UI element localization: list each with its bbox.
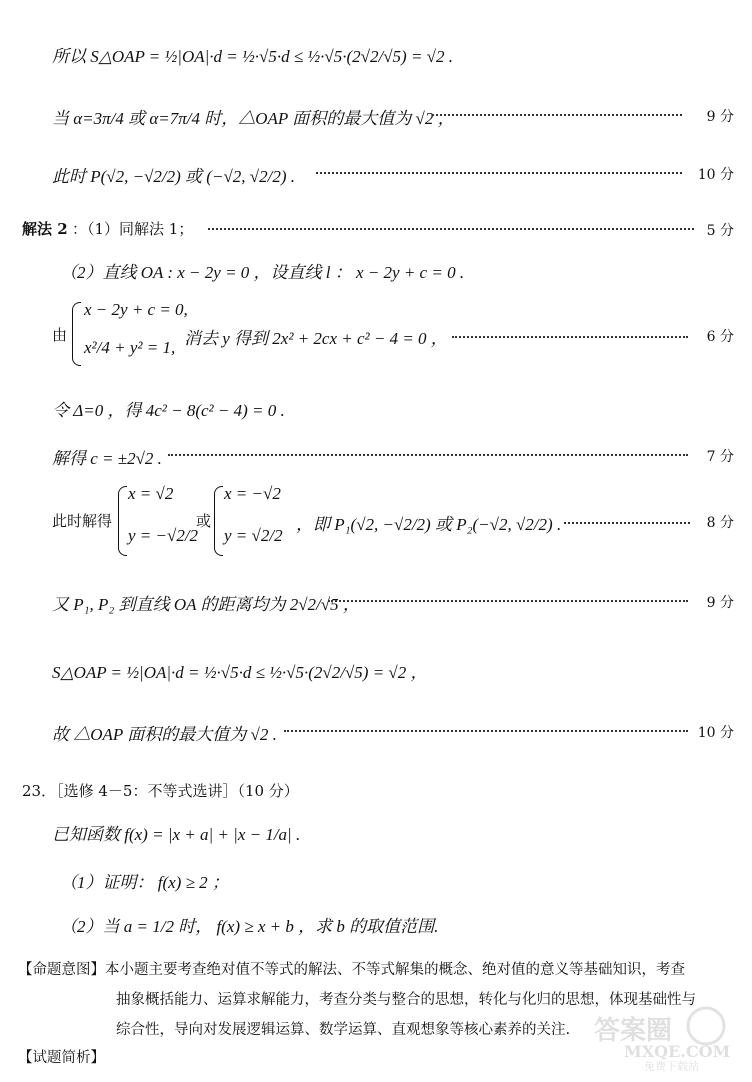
left-brace (118, 486, 127, 556)
score-label: 10 分 (697, 725, 734, 741)
area-inequality-2: S△OAP = ½|OA|·d = ½·√5·d ≤ ½·√5·(2√2/√5) = √2 ， (52, 663, 428, 682)
solve-prefix: 此时解得 (52, 512, 113, 530)
system-eq-1: x − 2y + c = 0, (84, 300, 188, 319)
area-inequality-1: 所以 S△OAP = ½|OA|·d = ½·√5·d ≤ ½·√5·(2√2/√5) = √2 . (52, 47, 454, 66)
method-2-label: 解法 2 (22, 220, 68, 238)
point-p-text: 此时 P(√2, −√2/2) 或 (−√2, √2/2) . (52, 167, 295, 186)
left-brace (72, 302, 81, 366)
intent-text-3: 综合性，导向对发展逻辑运算、数学运算、直观想象等核心素养的关注. (116, 1022, 571, 1038)
dotted-leader (328, 600, 688, 602)
watermark-line-2: MXQE.COM (624, 1042, 731, 1061)
line-system-elimination (0, 300, 752, 370)
watermark-line-1: 答案圈 (594, 1016, 673, 1046)
score-label: 7 分 (706, 449, 734, 465)
intent-text-1: 【命题意图】本小题主要考查绝对值不等式的解法、不等式解集的概念、绝对值的意义等基础知识，考查 (18, 962, 685, 978)
watermark-line-3: 免费下载站 (644, 1060, 699, 1073)
method-2-text: ：（1）同解法 1； (72, 220, 194, 238)
part-2-text: （2）当 a = 1/2 时， f(x) ≥ x + b ，求 b 的取值范围. (60, 917, 439, 936)
solve-c-text: 解得 c = ±2√2 . (52, 449, 162, 468)
dotted-leader (284, 730, 688, 732)
problem-23-title: 23．［选修 4－5：不等式选讲］（10 分） (22, 782, 299, 800)
dotted-leader (168, 454, 688, 456)
system1-y: y = −√2/2 (128, 526, 199, 545)
system-eq-2: x²/4 + y² = 1, (84, 338, 176, 357)
part-1-text: （1）证明： f(x) ≥ 2 ； (60, 873, 229, 892)
dotted-leader (316, 172, 682, 174)
left-brace (214, 486, 223, 556)
system-prefix: 由 (52, 326, 68, 344)
score-label: 9 分 (706, 595, 734, 611)
score-label: 9 分 (706, 109, 734, 125)
score-label: 5 分 (706, 223, 734, 239)
max-condition-text: 当 α=3π/4 或 α=7π/4 时，△OAP 面积的最大值为 √2 ， (52, 109, 455, 128)
dotted-leader (208, 228, 694, 230)
score-label: 6 分 (706, 329, 734, 345)
system2-x: x = −√2 (224, 484, 281, 503)
watermark-logo (584, 1004, 734, 1074)
distance-text: 又 P₁, P₂ 到直线 OA 的距离均为 2√2/√5 ， (52, 595, 360, 614)
points-text: ，即 P₁(√2, −√2/2) 或 P₂(−√2, √2/2) . (296, 515, 562, 534)
line-points-p1-p2 (0, 484, 752, 560)
discriminant-text: 令 Δ=0 ，得 4c² − 8(c² − 4) = 0 . (52, 401, 285, 420)
score-label: 8 分 (706, 515, 734, 531)
intent-text-2: 抽象概括能力、运算求解能力，考查分类与整合的思想，转化与化归的思想，体现基础性与 (116, 992, 696, 1008)
oa-equation-text: （2）直线 OA : x − 2y = 0 ，设直线 l ： x − 2y + c = 0 . (60, 263, 465, 282)
elimination-text: 消去 y 得到 2x² + 2cx + c² − 4 = 0 ， (184, 329, 448, 348)
system1-x: x = √2 (128, 484, 174, 503)
analysis-heading: 【试题简析】 (18, 1050, 105, 1066)
system2-y: y = √2/2 (224, 526, 283, 545)
score-label: 10 分 (697, 167, 734, 183)
or-label: 或 (196, 512, 212, 530)
dotted-leader (432, 114, 682, 116)
max-area-text: 故 △OAP 面积的最大值为 √2 . (52, 725, 277, 744)
function-definition: 已知函数 f(x) = |x + a| + |x − 1/a| . (52, 825, 301, 844)
dotted-leader (564, 522, 690, 524)
dotted-leader (452, 336, 688, 338)
